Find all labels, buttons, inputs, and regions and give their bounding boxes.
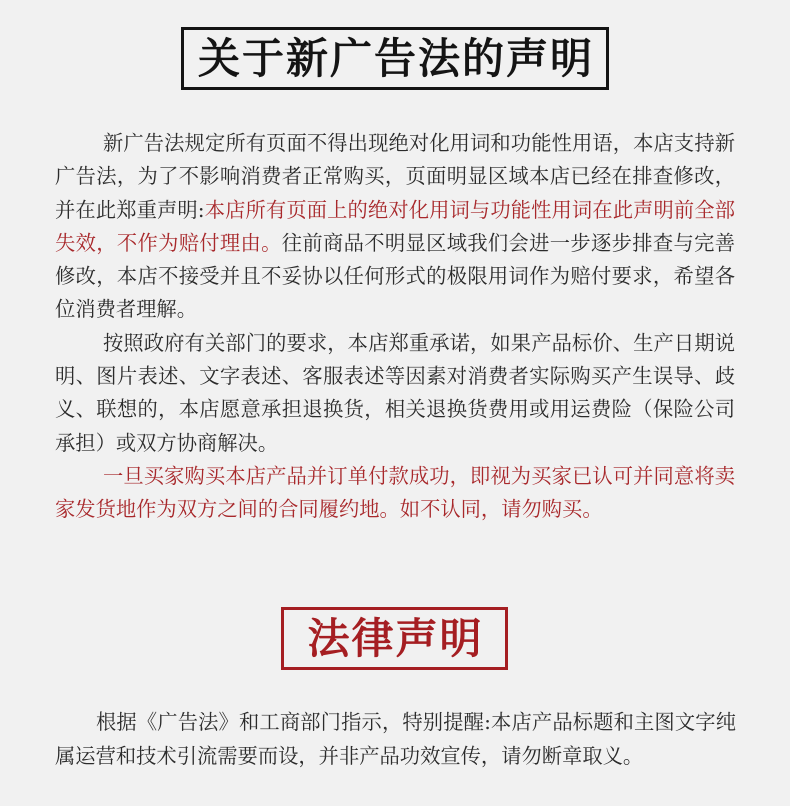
- legal-notice-title-box: [281, 607, 508, 670]
- ad-law-notice-title-box: [181, 27, 609, 90]
- notice-paragraph-contract-location: 一旦买家购买本店产品并订单付款成功，即视为买家已认可并同意将卖家发货地作为双方之间的合同履约地。如不认同，请勿购买。: [55, 463, 735, 522]
- notice-paragraph-compliance: [55, 127, 735, 327]
- ad-law-notice-body: [55, 127, 735, 527]
- ongoing-revision-text: 往前商品不明显区域我们会进一步逐步排查与完善修改，本店不接受并且不妥协以任何形式的极限用词作为赔付要求，希望各位消费者理解。: [55, 230, 735, 322]
- legal-notice-paragraph: 根据《广告法》和工商部门指示，特别提醒:本店产品标题和主图文字纯属运营和技术引流需要而设，并非产品功效宣传，请勿断章取义。: [55, 710, 736, 768]
- invalidation-statement: 本店所有页面上的绝对化用词与功能性用词在此声明前全部失效，不作为赔付理由。: [55, 197, 735, 255]
- ad-law-notice-title: 关于新广告法的声明: [197, 33, 594, 83]
- notice-paragraph-commitment: 按照政府有关部门的要求，本店郑重承诺，如果产品标价、生产日期说明、图片表述、文字表述、客服表述等因素对消费者实际购买产生误导、歧义、联想的，本店愿意承担退换货，相关退换货费用或用运费险（保险公司承担）或双方协商解决。: [55, 330, 735, 455]
- legal-notice-title: 法律声明: [307, 613, 484, 663]
- compliance-text: 新广告法规定所有页面不得出现绝对化用词和功能性用语，本店支持新广告法，为了不影响消费者正常购买，页面明显区域本店已经在排查修改，并在此郑重声明:: [55, 131, 735, 222]
